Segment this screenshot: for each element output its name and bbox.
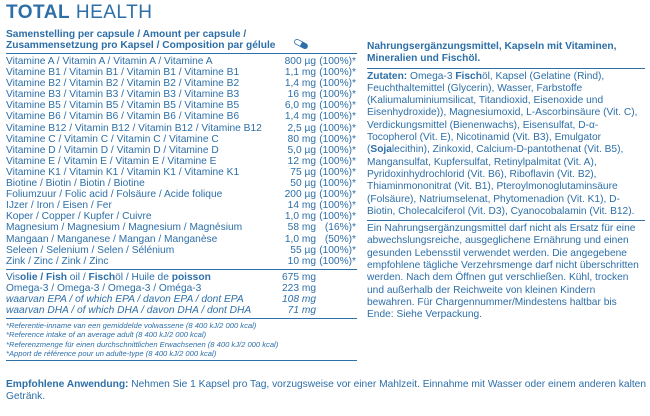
nutrient-ri: (100%)* [319, 56, 356, 67]
nutrient-amount: 1,4 mg [284, 111, 316, 123]
omega-ri [316, 283, 356, 294]
table-row [6, 234, 357, 245]
fish-oil-name [6, 272, 276, 283]
nutrient-amount: 75 µg [290, 166, 316, 178]
allergen-fish: Fisch [455, 70, 482, 82]
omega-name: waarvan DHA / of which DHA / davon DHA / dont DHA [6, 305, 252, 317]
omega-row [6, 294, 357, 305]
nutrient-ri: (100%)* [319, 255, 356, 267]
allergen-soy: Soja [370, 144, 392, 156]
nutrient-amount: 10 mg [287, 255, 316, 267]
nutrient-amount: 80 mg [287, 133, 316, 145]
nutrient-name: Vitamine B12 / Vitamin B12 / Vitamin B12 / Vitamine B12 [6, 122, 262, 134]
omega-ri [316, 305, 356, 316]
product-description [367, 41, 645, 322]
nutrient-name: Biotine / Biotin / Biotin / Biotine [6, 178, 145, 190]
nutrient-ri: (100%)* [319, 67, 356, 79]
nutrition-table [6, 29, 357, 363]
omega-row [6, 283, 357, 294]
reference-note: *Referentie-inname van een gemiddelde volwassene (8 400 kJ/2 000 kcal) [6, 321, 257, 331]
table-row [6, 145, 357, 156]
table-rule-top [6, 53, 357, 54]
fish-oil-ri [316, 272, 356, 283]
nutrient-name: Foliumzuur / Folic acid / Folsäure / Acide folique [6, 189, 223, 201]
fish-oil-row [6, 272, 357, 283]
reference-notes [6, 321, 357, 358]
table-rule-end [6, 360, 357, 361]
brand-title-bold: TOTAL [6, 2, 71, 23]
fish-oil-part: öl / Huile de [115, 271, 172, 283]
nutrient-name: Seleen / Selenium / Selen / Sélénium [6, 244, 175, 256]
right-rule-top [367, 68, 645, 69]
fish-oil-part: Fisch [88, 271, 116, 283]
table-row [6, 100, 357, 111]
nutrient-name: Vitamine E / Vitamin E / Vitamin E / Vitamine E [6, 155, 217, 167]
reference-note: *Reference intake of an average adult (8 400 kJ/2 000 kcal) [6, 330, 207, 340]
table-row [6, 111, 357, 122]
nutrient-ri: (100%)* [319, 244, 356, 256]
omega-name: waarvan EPA / of which EPA / davon EPA / dont EPA [6, 293, 244, 305]
product-title: Nahrungsergänzungsmittel, Kapseln mit Vitaminen, Mineralien und Fischöl. [367, 41, 617, 65]
usage-section [6, 379, 646, 404]
fish-oil-part: oil / [66, 271, 89, 283]
omega-row [6, 305, 357, 316]
table-heading-line2: Zusammensetzung pro Kapsel / Composition par gélule [6, 40, 276, 51]
nutrient-amount: 1,4 mg [284, 78, 316, 90]
table-row [6, 200, 357, 211]
nutrient-name: Vitamine B3 / Vitamin B3 / Vitamin B3 / Vitamine B3 [6, 89, 240, 101]
table-heading [6, 29, 357, 51]
usage-text: Nehmen Sie 1 Kapsel pro Tag, vorzugsweise vor einer Mahlzeit. Einnahme mit Wasser oder einem anderen kalten Getränk. [6, 379, 646, 403]
fish-oil-part: olie / [19, 271, 47, 283]
nutrient-amount: 6,0 mg [284, 100, 316, 112]
nutrient-name: Vitamine B1 / Vitamin B1 / Vitamin B1 / Vitamine B1 [6, 67, 240, 79]
nutrient-ri: (100%)* [319, 166, 356, 178]
omega-rows [6, 283, 357, 316]
ingredients-text: lecithin), Zinkoxid, Calcium-D-pantothenat (Vit. B5), Mangansulfat, Kupfersulfat, Retinylpalmitat (Vit. A), Pyridoxinhydrochlorid (Vit. B6), Riboflavin (Vit. B2), Thiaminmononitrat (Vit. B1), Pteroylmonoglutaminsäure (Folsäure), Natriumselenat, Phytomenadion (Vit. K1), D-Biotin, Cholecalciferol (Vit. D3), Cyanocobalamin (Vit. B12). [367, 144, 635, 217]
table-row [6, 56, 357, 67]
table-row [6, 67, 357, 78]
fish-oil-part: poisson [171, 271, 211, 283]
nutrient-name: Zink / Zinc / Zink / Zinc [6, 255, 109, 267]
omega-ri [316, 294, 356, 305]
nutrient-rows [6, 56, 357, 267]
capsule-icon [292, 39, 310, 49]
nutrient-amount: 800 µg [284, 56, 316, 67]
nutrient-amount: 1,1 mg [284, 67, 316, 79]
nutrient-ri: (100%)* [319, 111, 356, 123]
table-row [6, 78, 357, 89]
brand-title [6, 2, 152, 24]
ingredients-label: Zutaten: [367, 70, 408, 82]
nutrient-name: Vitamine D / Vitamin D / Vitamin D / Vitamine D [6, 144, 219, 156]
nutrient-amount: 200 µg [284, 189, 316, 201]
ingredients-text: Omega-3 [407, 70, 456, 82]
nutrient-ri: (50%)* [324, 233, 356, 245]
ingredients-text: öl, Kapsel (Gelatine (Rind), Feuchthaltemittel (Glycerin), Wasser, Farbstoffe (Kaliumaluminiumsilicat, Titandioxid, Eisenoxide und Eisenhydroxide)), Magnesiumoxid, L-Ascorbinsäure (Vit. C), Verdickungsmittel (Bienenwachs), Eisensulfat, D-α-Tocopherol (Vit. E), Nicotinamid (Vit. B3), Emulgator ( [367, 70, 638, 156]
nutrient-name: Magnesium / Magnesium / Magnesium / Magnésium [6, 222, 243, 234]
nutrient-ri: (100%)* [319, 189, 356, 201]
omega-name: Omega-3 / Omega-3 / Omega-3 / Oméga-3 [6, 282, 202, 294]
nutrient-amount: 2,5 µg [287, 122, 316, 134]
nutrient-name: Mangaan / Manganese / Mangan / Manganèse [6, 233, 218, 245]
nutrient-name: IJzer / Iron / Eisen / Fer [6, 200, 112, 212]
table-row [6, 189, 357, 200]
nutrient-name: Vitamine B5 / Vitamin B5 / Vitamin B5 / Vitamine B5 [6, 100, 240, 112]
nutrient-name: Vitamine B2 / Vitamin B2 / Vitamin B2 / Vitamine B2 [6, 78, 240, 90]
table-rule-bottom [6, 318, 357, 319]
table-row [6, 134, 357, 145]
nutrient-amount: 12 mg [287, 155, 316, 167]
nutrient-name: Vitamine C / Vitamin C / Vitamin C / Vitamine C [6, 133, 219, 145]
table-rule-mid [6, 269, 357, 270]
warning-text: Ein Nahrungsergänzungsmittel darf nicht als Ersatz für eine abwechslungsreiche, ausgeglichene Ernährung und einen gesunden Lebensstil verwendet werden. Die angegebene empfohlene tägliche Verzehrsmenge darf nicht überschritten werden. Nach dem Öffnen gut verschließen. Kühl, trocken und außerhalb der Reichweite von kleinen Kindern bewahren. Für Chargennummer/Mindestens haltbar bis Ende: Siehe Verpackung. [367, 223, 639, 321]
table-row [6, 245, 357, 256]
brand-title-light: HEALTH [75, 2, 153, 23]
table-row [6, 256, 357, 267]
reference-note: *Apport de référence pour un adulte-type (8 400 kJ/2 000 kcal) [6, 348, 217, 358]
fish-oil-part: Fish [46, 271, 67, 283]
fish-oil-amount: 675 mg [282, 271, 316, 283]
nutrient-amount: 1,0 mg [284, 233, 316, 245]
table-row [6, 222, 357, 233]
ingredients [367, 71, 645, 219]
nutrient-ri: (16%)* [324, 222, 356, 234]
nutrient-name: Koper / Copper / Kupfer / Cuivre [6, 211, 152, 223]
table-row [6, 178, 357, 189]
nutrient-ri: (100%)* [319, 211, 356, 223]
omega-amount: 108 mg [282, 293, 316, 305]
table-row [6, 156, 357, 167]
nutrient-name: Vitamine K1 / Vitamin K1 / Vitamin K1 / Vitamine K1 [6, 166, 240, 178]
nutrient-ri: (100%)* [319, 78, 356, 90]
nutrient-ri: (100%)* [319, 133, 356, 145]
nutrient-amount: 50 µg [290, 178, 316, 190]
nutrient-ri: (100%)* [319, 89, 356, 101]
reference-note: *Referenzmenge für einen durchschnittlichen Erwachsenen (8 400 kJ/2 000 kcal) [6, 339, 279, 349]
nutrient-amount: 55 µg [290, 244, 316, 256]
omega-amount: 71 mg [287, 305, 316, 317]
nutrient-ri: (100%)* [319, 155, 356, 167]
table-row [6, 123, 357, 134]
nutrient-ri: (100%)* [319, 200, 356, 212]
nutrient-name: Vitamine A / Vitamin A / Vitamin A / Vitamine A [6, 56, 213, 67]
nutrient-amount: 5,0 µg [287, 144, 316, 156]
omega-amount: 223 mg [282, 282, 316, 294]
table-row [6, 89, 357, 100]
nutrient-amount: 16 mg [287, 89, 316, 101]
table-row [6, 211, 357, 222]
right-rule-mid [367, 220, 645, 221]
nutrient-name: Vitamine B6 / Vitamin B6 / Vitamin B6 / Vitamine B6 [6, 111, 240, 123]
nutrient-ri: (100%)* [319, 100, 356, 112]
fish-oil-part: Vis [6, 271, 20, 283]
nutrient-ri: (100%)* [319, 178, 356, 190]
nutrient-amount: 14 mg [287, 200, 316, 212]
table-row [6, 167, 357, 178]
usage-label: Empfohlene Anwendung: [6, 379, 129, 390]
nutrient-ri: (100%)* [319, 122, 356, 134]
nutrient-ri: (100%)* [319, 144, 356, 156]
nutrient-amount: 1,0 mg [284, 211, 316, 223]
table-heading-line1: Samenstelling per capsule / Amount per capsule / [6, 29, 247, 40]
nutrient-amount: 58 mg [287, 222, 316, 234]
